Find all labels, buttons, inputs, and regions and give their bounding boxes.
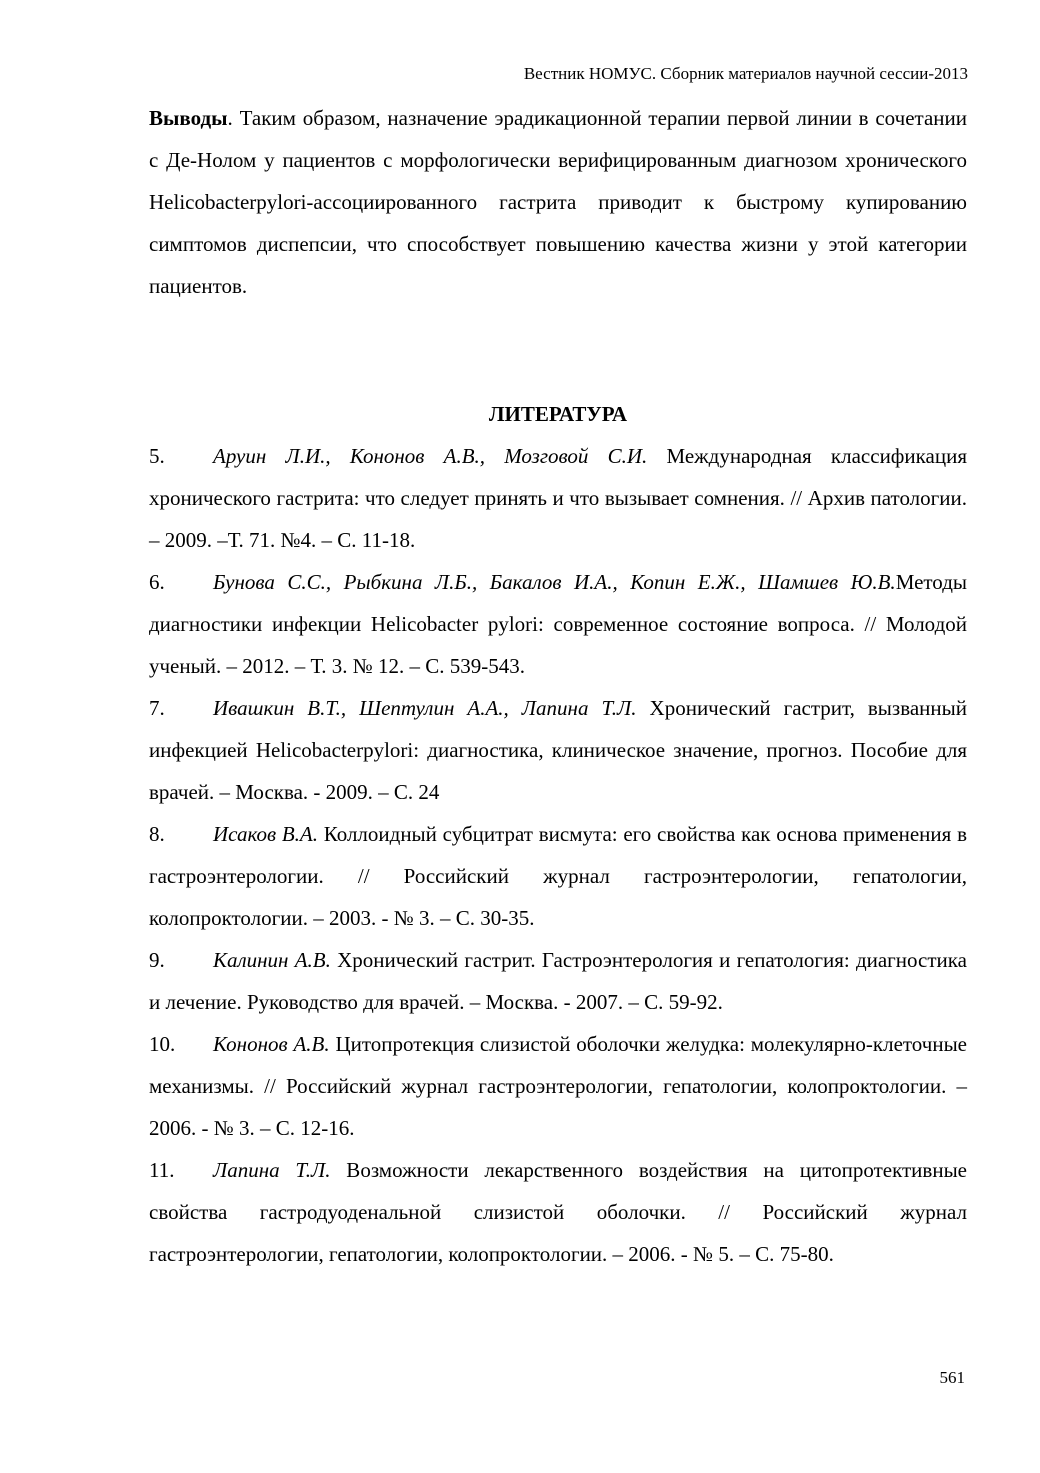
reference-text: Коллоидный субцитрат висмута: его свойства как основа применения в гастроэнтерологии. // Российский журнал гастроэнтерологии, гепатологии, колопроктологии. – 2003. - № 3. – С. 30-35. <box>149 822 967 930</box>
reference-item <box>149 1023 967 1149</box>
reference-text: Методы диагностики инфекции Helicobacter pylori: современное состояние вопроса. // Молодой ученый. – 2012. – Т. 3. № 12. – С. 539-543. <box>149 570 967 678</box>
reference-text: Хронический гастрит. Гастроэнтерология и гепатология: диагностика и лечение. Руководство для врачей. – Москва. - 2007. – С. 59-92. <box>149 948 967 1014</box>
reference-number: 10. <box>149 1032 176 1056</box>
reference-item <box>149 1149 967 1275</box>
references-heading: ЛИТЕРАТУРА <box>488 402 628 426</box>
reference-item <box>149 939 967 1023</box>
reference-text: Международная классификация хронического гастрита: что следует принять и что вызывает сомнения. // Архив патологии. – 2009. –Т. 71. №4. – С. 11-18. <box>149 444 967 552</box>
reference-number: 7. <box>149 696 165 720</box>
reference-authors: Лапина Т.Л. <box>213 1158 331 1182</box>
reference-authors: Исаков В.А. <box>213 822 318 846</box>
reference-text: Хронический гастрит, вызванный инфекцией Helicobacterpylori: диагностика, клиническое значение, прогноз. Пособие для врачей. – Москва. - 2009. – С. 24 <box>149 696 967 804</box>
reference-number: 5. <box>149 444 165 468</box>
running-header: Вестник НОМУС. Сборник материалов научной сессии-2013 <box>523 64 968 83</box>
reference-text: Возможности лекарственного воздействия на цитопротективные свойства гастродуоденальной слизистой оболочки. // Российский журнал гастроэнтерологии, гепатологии, колопроктологии. – 2006. - № 5. – С. 75-80. <box>149 1158 967 1266</box>
reference-item <box>149 561 967 687</box>
conclusion-paragraph <box>149 97 967 307</box>
reference-authors: Калинин А.В. <box>213 948 331 972</box>
reference-authors: Аруин Л.И., Кононов А.В., Мозговой С.И. <box>213 444 648 468</box>
reference-item <box>149 813 967 939</box>
reference-authors: Кононов А.В. <box>213 1032 330 1056</box>
page-body <box>149 97 967 1275</box>
reference-number: 6. <box>149 570 165 594</box>
page-number: 561 <box>939 1368 965 1387</box>
conclusion-lead: Выводы <box>149 106 228 130</box>
reference-item <box>149 435 967 561</box>
reference-item <box>149 687 967 813</box>
reference-authors: Бунова С.С., Рыбкина Л.Б., Бакалов И.А., Копин Е.Ж., Шамшев Ю.В. <box>213 570 896 594</box>
conclusion-text: . Таким образом, назначение эрадикационной терапии первой линии в сочетании с Де-Нолом у пациентов с морфологически верифицированным диагнозом хронического Helicobacterpylori-ассоциированного гастрита приводит к быстрому купированию симптомов диспепсии, что способствует повышению качества жизни у этой категории пациентов. <box>149 106 967 298</box>
reference-number: 11. <box>149 1158 175 1182</box>
reference-authors: Ивашкин В.Т., Шептулин А.А., Лапина Т.Л. <box>213 696 637 720</box>
reference-text: Цитопротекция слизистой оболочки желудка: молекулярно-клеточные механизмы. // Российский журнал гастроэнтерологии, гепатологии, колопроктологии. – 2006. - № 3. – С. 12-16. <box>149 1032 967 1140</box>
reference-number: 9. <box>149 948 165 972</box>
reference-number: 8. <box>149 822 165 846</box>
